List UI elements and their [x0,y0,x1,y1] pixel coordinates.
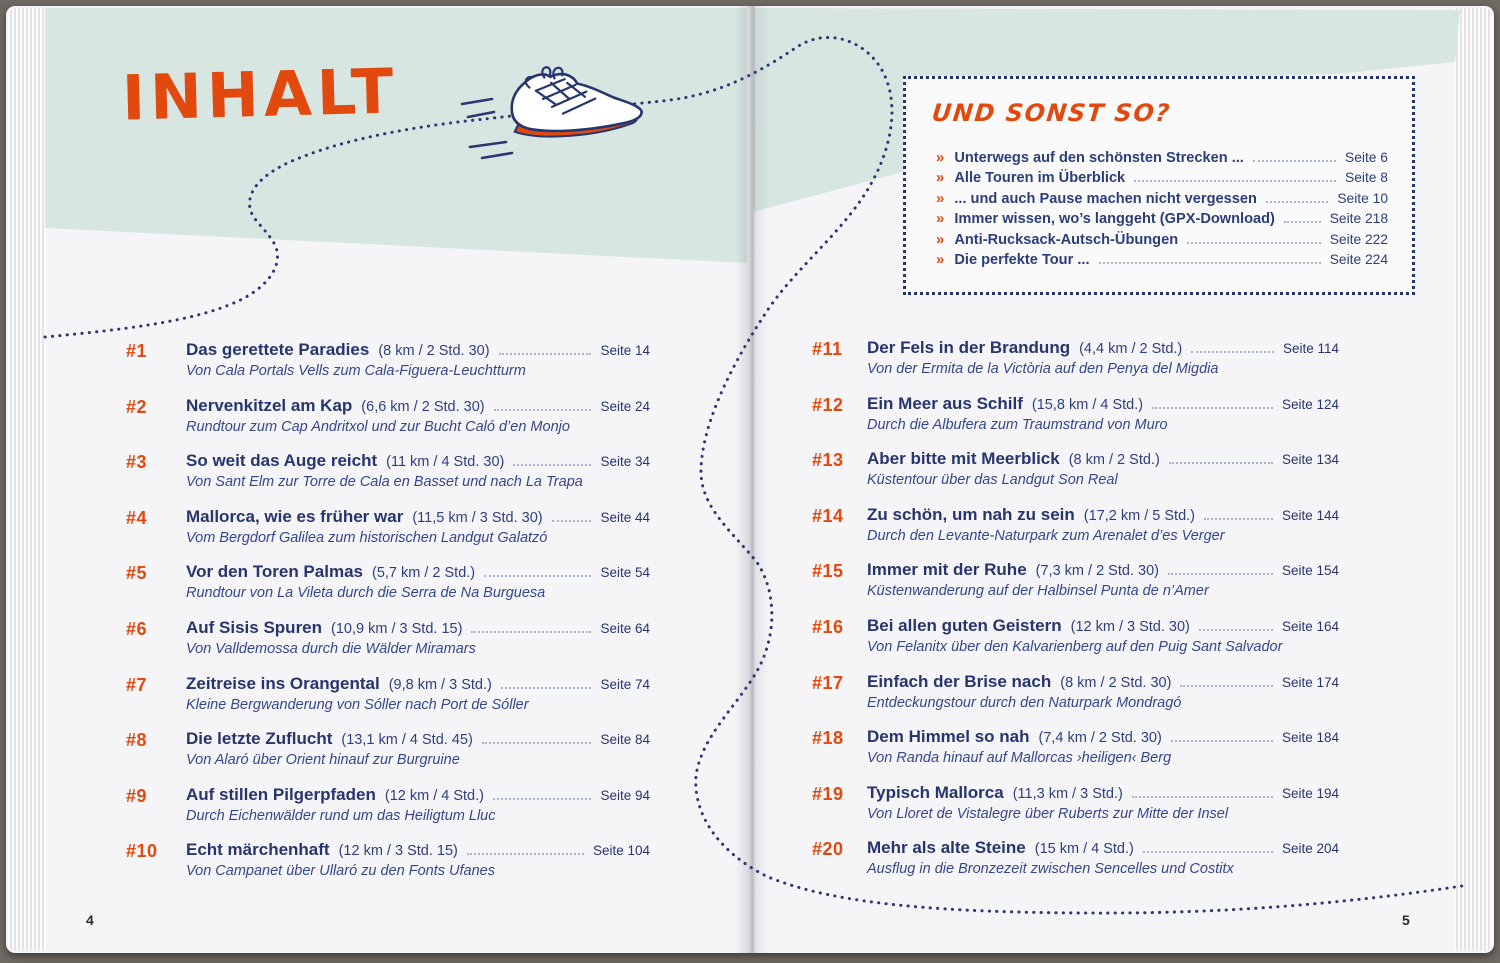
toc-entry [126,618,650,674]
tour-title: Nervenkitzel am Kap [186,395,353,415]
toc-entry-body [186,840,650,879]
tour-subtitle: Kleine Bergwanderung von Sóller nach Port de Sóller [186,696,529,713]
toc-entry-body [186,785,650,824]
toc-entry-body [867,560,1339,599]
tour-subtitle: Von Valldemossa durch die Wälder Miramars [186,640,476,657]
tour-title: Ein Meer aus Schilf [867,393,1023,413]
box-item [936,190,1388,210]
tour-distance-duration: (8 km / 2 Std. 30) [1060,674,1172,691]
double-chevron-icon: » [936,189,945,207]
box-item-page-ref: Seite 224 [1329,251,1388,267]
tour-number: #4 [126,507,148,528]
tour-number: #18 [812,728,844,749]
tour-page-ref: Seite 174 [1281,674,1339,690]
tour-number: #7 [126,674,148,695]
tour-number: #2 [126,396,148,417]
tour-page-ref: Seite 34 [600,454,650,470]
toc-entry [812,505,1339,561]
tour-page-ref: Seite 94 [600,787,650,803]
tour-number: #19 [812,783,844,804]
box-item-label: Unterwegs auf den schönsten Strecken ... [954,150,1244,166]
toc-entry [812,394,1339,450]
dotted-leader [1180,685,1273,687]
tour-page-ref: Seite 204 [1281,841,1339,857]
dotted-leader [1266,201,1329,203]
toc-list-left [126,340,650,896]
tour-title: Mehr als alte Steine [867,838,1026,858]
tour-subtitle: Von Lloret de Vistalegre über Ruberts zur Mitte der Insel [867,805,1229,822]
tour-distance-duration: (4,4 km / 2 Std.) [1079,341,1183,357]
toc-entry-body [867,505,1339,544]
tour-page-ref: Seite 114 [1282,341,1339,356]
dotted-leader [1168,573,1273,575]
dotted-leader [1187,242,1321,244]
double-chevron-icon: » [936,250,945,268]
tour-title: Bei allen guten Geistern [867,615,1062,635]
dotted-leader [467,853,584,855]
tour-number: #13 [812,450,844,471]
tour-number: #10 [126,841,158,862]
tour-subtitle: Rundtour von La Vileta durch die Serra de Na Burguesa [186,585,546,602]
toc-entry [812,838,1339,894]
dotted-leader [1134,180,1336,182]
tour-title: So weit das Auge reicht [186,451,378,471]
tour-subtitle: Von Campanet über Ullaró zu den Fonts Ufanes [186,863,495,880]
toc-entry-body [186,674,650,713]
box-item-label: Alle Touren im Überblick [954,170,1126,187]
box-item-page-ref: Seite 10 [1337,190,1388,206]
dotted-leader [1204,518,1273,520]
toc-entry-body [186,340,650,379]
box-item [936,231,1388,251]
dotted-leader [499,353,592,355]
dotted-leader [1253,160,1336,162]
tour-distance-duration: (17,2 km / 5 Std.) [1083,507,1196,524]
tour-distance-duration: (12 km / 4 Std.) [384,787,484,804]
tour-number: #11 [812,339,843,359]
toc-entry [812,616,1339,672]
page-number-left: 4 [86,912,94,928]
tour-title: Auf stillen Pilgerpfaden [186,784,376,804]
tour-subtitle: Küstenwanderung auf der Halbinsel Punta de n’Amer [867,583,1209,600]
tour-subtitle: Entdeckungstour durch den Naturpark Mondragó [867,694,1182,711]
tour-title: Mallorca, wie es früher war [186,506,404,526]
tour-number: #3 [126,452,148,473]
tour-page-ref: Seite 124 [1281,396,1339,412]
dotted-leader [1143,851,1273,853]
toc-entry-body [186,507,650,546]
dotted-leader [1099,262,1321,264]
tour-page-ref: Seite 14 [600,343,650,358]
toc-entry-body [867,672,1339,711]
toc-entry [126,340,650,396]
tour-title: Der Fels in der Brandung [867,338,1071,357]
tour-title: Immer mit der Ruhe [867,560,1027,580]
tour-number: #1 [126,341,148,361]
tour-page-ref: Seite 154 [1281,563,1339,579]
tour-page-ref: Seite 134 [1281,452,1339,468]
tour-number: #12 [812,394,844,415]
toc-entry-body [867,394,1339,433]
toc-entry [126,562,650,618]
tour-title: Dem Himmel so nah [867,727,1030,747]
tour-distance-duration: (9,8 km / 3 Std.) [388,676,492,693]
toc-entry-body [186,396,650,435]
box-heading: UND SONST SO? [930,99,1173,127]
dotted-leader [501,687,592,689]
box-item-list [936,149,1388,271]
toc-entry [126,785,650,841]
page-title: INHALT [121,54,400,135]
tour-page-ref: Seite 104 [592,843,650,859]
dotted-leader [482,742,592,744]
teal-band-left-page [45,8,747,263]
toc-entry-body [867,727,1339,766]
tour-title: Zu schön, um nah zu sein [867,504,1075,524]
tour-distance-duration: (11,5 km / 3 Std. 30) [412,509,543,526]
tour-subtitle: Von Alaró über Orient hinauf zur Burgruine [186,752,460,769]
box-item-label: Anti-Rucksack-Autsch-Übungen [954,231,1179,248]
toc-entry-body [867,338,1339,377]
dotted-leader [484,575,591,577]
box-item-page-ref: Seite 222 [1329,231,1388,247]
tour-number: #5 [126,563,148,584]
toc-list-right [812,338,1339,894]
tour-subtitle: Küstentour über das Landgut Son Real [867,472,1118,489]
toc-entry [812,338,1339,394]
toc-entry [126,396,650,452]
tour-page-ref: Seite 144 [1281,507,1339,523]
box-item-label: ... und auch Pause machen nicht vergessen [954,190,1257,207]
box-item [936,251,1388,271]
toc-entry [812,727,1339,783]
tour-subtitle: Von Randa hinauf auf Mallorcas ›heiligen‹ Berg [867,750,1172,767]
toc-entry [126,507,650,563]
tour-page-ref: Seite 44 [600,509,650,525]
tour-title: Echt märchenhaft [186,840,330,860]
toc-entry-body [867,783,1339,822]
toc-entry [812,560,1339,616]
box-item-page-ref: Seite 218 [1329,211,1388,227]
dotted-leader [1191,351,1274,353]
box-item [936,210,1388,230]
tour-page-ref: Seite 164 [1281,618,1339,634]
tour-distance-duration: (11 km / 4 Std. 30) [386,454,505,471]
toc-entry-body [186,618,650,657]
toc-entry-body [186,562,650,601]
tour-distance-duration: (13,1 km / 4 Std. 45) [341,732,473,749]
toc-entry [126,729,650,785]
tour-number: #17 [812,672,844,693]
tour-page-ref: Seite 74 [600,676,650,692]
dotted-leader [471,631,591,633]
dotted-leader [1132,796,1273,798]
toc-entry-body [867,449,1339,488]
toc-entry [812,672,1339,728]
tour-subtitle: Von Sant Elm zur Torre de Cala en Basset und nach La Trapa [186,474,583,491]
box-item-page-ref: Seite 6 [1345,150,1388,165]
box-item-label: Immer wissen, wo’s langgeht (GPX-Download) [954,211,1275,228]
tour-subtitle: Durch den Levante-Naturpark zum Arenalet d’es Verger [867,527,1225,544]
tour-number: #20 [812,839,844,860]
tour-distance-duration: (11,3 km / 3 Std.) [1012,785,1123,802]
toc-entry-body [186,729,650,768]
tour-title: Auf Sisis Spuren [186,617,323,637]
dotted-leader [494,409,592,411]
tour-title: Vor den Toren Palmas [186,562,363,582]
tour-subtitle: Von Cala Portals Vells zum Cala-Figuera-Leuchtturm [186,363,526,379]
tour-page-ref: Seite 24 [600,398,650,414]
tour-distance-duration: (7,3 km / 2 Std. 30) [1035,563,1159,580]
tour-number: #15 [812,561,844,582]
double-chevron-icon: » [936,149,945,166]
tour-page-ref: Seite 64 [600,620,650,636]
tour-subtitle: Von Felanitx über den Kalvarienberg auf den Puig Sant Salvador [867,638,1283,655]
tour-number: #6 [126,618,148,639]
tour-title: Das gerettete Paradies [186,340,370,359]
dotted-leader [513,464,591,466]
toc-entry-body [867,838,1339,877]
box-item [936,149,1388,169]
tour-page-ref: Seite 84 [600,732,650,748]
tour-subtitle: Durch die Albufera zum Traumstrand von Muro [867,416,1168,433]
toc-entry-body [186,451,650,490]
tour-distance-duration: (12 km / 3 Std. 15) [338,843,458,860]
tour-title: Typisch Mallorca [867,782,1004,802]
tour-number: #16 [812,616,844,637]
tour-subtitle: Ausflug in die Bronzezeit zwischen Sencelles und Costitx [867,861,1234,878]
tour-subtitle: Durch Eichenwälder rund um das Heiligtum Lluc [186,807,496,824]
toc-entry [812,449,1339,505]
dotted-leader [1152,407,1273,409]
tour-title: Aber bitte mit Meerblick [867,449,1060,469]
box-item-page-ref: Seite 8 [1345,170,1388,186]
tour-number: #14 [812,505,844,526]
und-sonst-so-box [903,76,1415,295]
tour-page-ref: Seite 54 [600,565,650,581]
tour-title: Die letzte Zuflucht [186,729,333,749]
dotted-leader [493,798,591,800]
dotted-leader [1199,629,1273,631]
box-item-label: Die perfekte Tour ... [954,251,1090,268]
tour-number: #8 [126,730,148,751]
dotted-leader [1169,462,1273,464]
box-item [936,169,1388,189]
double-chevron-icon: » [936,169,945,187]
toc-entry [126,451,650,507]
tour-subtitle: Vom Bergdorf Galilea zum historischen Landgut Galatzó [186,529,548,546]
tour-distance-duration: (6,6 km / 2 Std. 30) [361,398,485,415]
page-number-right: 5 [1402,912,1410,928]
tour-page-ref: Seite 184 [1281,730,1339,746]
tour-distance-duration: (12 km / 3 Std. 30) [1070,618,1190,635]
toc-entry [812,783,1339,839]
tour-distance-duration: (15 km / 4 Std.) [1034,841,1134,858]
tour-distance-duration: (8 km / 2 Std.) [1068,452,1160,469]
toc-entry [126,674,650,730]
tour-distance-duration: (10,9 km / 3 Std. 15) [331,620,463,637]
tour-distance-duration: (15,8 km / 4 Std.) [1031,396,1144,413]
dotted-leader [1171,740,1273,742]
tour-subtitle: Rundtour zum Cap Andritxol und zur Bucht Caló d’en Monjo [186,418,570,435]
dotted-leader [1284,221,1321,223]
toc-entry [126,840,650,896]
double-chevron-icon: » [936,210,945,228]
tour-number: #9 [126,785,148,806]
double-chevron-icon: » [936,230,945,248]
dotted-leader [552,520,592,522]
tour-page-ref: Seite 194 [1281,785,1339,801]
tour-title: Zeitreise ins Orangental [186,673,380,693]
tour-distance-duration: (5,7 km / 2 Std.) [371,565,476,582]
tour-title: Einfach der Brise nach [867,671,1052,691]
tour-distance-duration: (7,4 km / 2 Std. 30) [1038,730,1162,747]
tour-distance-duration: (8 km / 2 Std. 30) [378,343,490,359]
toc-entry-body [867,616,1339,655]
tour-subtitle: Von der Ermita de la Victòria auf den Penya del Migdia [867,361,1219,377]
